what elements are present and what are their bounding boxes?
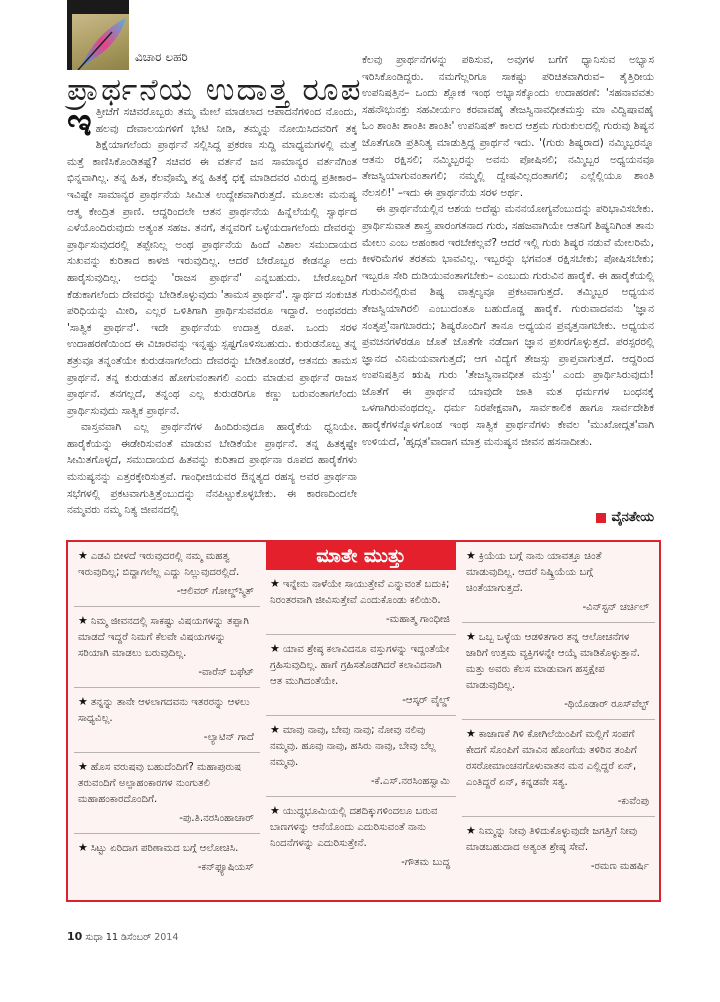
star-icon: ★ bbox=[78, 614, 88, 627]
star-icon: ★ bbox=[78, 549, 88, 562]
magazine-date: ಸುಧಾ 11 ಡಿಸೆಂಬರ್ bbox=[85, 932, 152, 943]
quote-author: -ಮಹಾತ್ಮ ಗಾಂಧೀಜಿ bbox=[385, 614, 450, 625]
quote-author: -ಕುವೆಂಪು bbox=[617, 796, 649, 807]
section-label: ವಿಚಾರ ಲಹರಿ bbox=[135, 50, 188, 64]
star-icon: ★ bbox=[466, 630, 476, 643]
author-name: ವೈನತೇಯ bbox=[611, 510, 654, 525]
quote-item: ★ ಯುದ್ಧಭೂಮಿಯಲ್ಲಿ ದಶದಿಕ್ಕುಗಳಿಂದಲೂ ಬರುವ ಬಾಣಗಳನ್ನು ಆನೆಯೊಂದು ಎದುರಿಸುವಂತೆ ನಾನು ನಿಂದನೆಗಳನ್ನು ಎದುರಿಸುತ್ತೇನೆ. -ಗೌತಮ ಬುದ್ಧ bbox=[266, 797, 456, 877]
quote-item: ★ ಯಾವ ಶ್ರೇಷ್ಠ ಕಲಾವಿದನೂ ವಸ್ತುಗಳನ್ನು ಇದ್ದಂತೆಯೇ ಗ್ರಹಿಸುವುದಿಲ್ಲ. ಹಾಗೆ ಗ್ರಹಿಸತೊಡಗಿದರೆ ಕಲಾವಿದನಾಗಿ ಆತ ಮುಗಿದಂತೆಯೇ. -ಆಸ್ಕರ್ ವೈಲ್ಡ್ bbox=[266, 635, 456, 716]
quotes-column-3 bbox=[462, 542, 655, 881]
article-paragraph: ಕೆಲವು ಪ್ರಾರ್ಥನೆಗಳನ್ನು ಪಠಿಸುವ, ಅವುಗಳ ಬಗೆಗೆ ಧ್ಯಾನಿಸುವ ಅಭ್ಯಾಸ ಇರಿಸಿಕೊಂಡಿದ್ದರು. ನಮಗೆಲ್ಲರಿಗೂ ಸಾಕಷ್ಟು ಪರಿಚಿತವಾಗಿರುವ– ತೈತ್ತಿರೀಯ ಉಪನಿಷತ್ತಿನ– ಒಂದು ಶ್ಲೋಕ ಇಂಥ ಅಭ್ಯಾಸಕ್ಕೊಂದು ಉದಾಹರಣೆ: 'ಸಹನಾವವತು ಸಹನೌಭುನಕ್ತು ಸಹವೀರ್ಯಂ ಕರವಾವಹೈ ತೇಜಸ್ವಿನಾವಧೀತಮಸ್ತು ಮಾ ವಿದ್ವಿಷಾವಹೈ ಓಂ ಶಾಂತಿಃ ಶಾಂತಿಃ ಶಾಂತಿಃ' ಉಪನಿಷತ್ ಕಾಲದ ಆಶ್ರಮ ಗುರುಕುಲದಲ್ಲಿ ಗುರುವು ಶಿಷ್ಯನ ಜೊತೆಗೂಡಿ ಪ್ರತಿನಿತ್ಯ ಮಾಡುತ್ತಿದ್ದ ಪ್ರಾರ್ಥನೆ ಇದು. '(ಗುರು ಶಿಷ್ಯರಾದ) ನಮ್ಮಿಬ್ಬರನ್ನೂ ಆತನು ರಕ್ಷಿಸಲಿ; ನಮ್ಮಿಬ್ಬರನ್ನು ಅವನು ಪೋಷಿಸಲಿ; ನಮ್ಮಿಬ್ಬರ ಅಧ್ಯಯನವೂ ತೇಜಸ್ವಿಯಾಗುವಂತಾಗಲಿ; ನಮ್ಮಲ್ಲಿ ದ್ವೇಷವಿಲ್ಲದಂತಾಗಲಿ; ಎಲ್ಲೆಲ್ಲಿಯೂ ಶಾಂತಿ ನೆಲಸಲಿ!' –ಇದು ಈ ಪ್ರಾರ್ಥನೆಯ ಸರಳ ಅರ್ಥ. bbox=[362, 54, 654, 199]
quote-author: -ಪು.ತಿ.ನರಸಿಂಹಾಚಾರ್ bbox=[179, 813, 254, 824]
quote-item: ★ ಹೊಸ ವರುಷವು ಬಹುದೆಂದಿಗೆ? ಮಹಾಪುರುಷ ತರುವಂದಿಗೆ ಅಲ್ಪಾಹಂಕಾರಗಳ ನುಂಗುತಲಿ ಮಹಾಹಂಕಾರದೊಂದಿಗೆ. -ಪು.ತಿ.ನರಸಿಂಹಾಚಾರ್ bbox=[74, 753, 260, 834]
quote-item: ★ ಕಾಜಾಣಕೆ ಗಿಳಿ ಕೋಗಿಲೆಯಿಂಪಿಗೆ ಮಲ್ಲಿಗೆ ಸಂಪಗೆ ಕೇದಗೆ ಸೊಂಪಿಗೆ ಮಾವಿನ ಹೊಂಗೆಯ ತಳಿರಿನ ತಂಪಿಗೆ ರಸರೋಮಾಂಚನಗೊಳುವಾತನ ಮನ ಎಲ್ಲಿದ್ದರೆ ಏನ್, ಎಂತಿದ್ದರೆ ಏನ್, ಕನ್ನಡವೇ ಸತ್ಯ. -ಕುವೆಂಪು bbox=[462, 720, 655, 817]
quote-author: -ವಾರೆನ್ ಬಫೆಟ್ bbox=[198, 667, 254, 678]
year: 2014 bbox=[154, 932, 179, 943]
quotes-box bbox=[66, 540, 661, 902]
star-icon: ★ bbox=[78, 841, 88, 854]
star-icon: ★ bbox=[78, 695, 88, 708]
quote-author: -ಕನ್‌ಫ್ಯೂಷಿಯಸ್ bbox=[197, 862, 254, 873]
quote-author: -ರಮಣ ಮಹರ್ಷಿ bbox=[590, 861, 649, 872]
red-square-icon bbox=[596, 513, 606, 523]
quote-author: -ಥಿಯೊಡಾರ್ ರೂಸ್‌ವೆಲ್ಟ್ bbox=[564, 699, 649, 710]
star-icon: ★ bbox=[270, 577, 280, 590]
article-column-left bbox=[67, 100, 357, 519]
quote-item: ★ ತನ್ನನ್ನು ತಾನೇ ಆಳಲಾಗದವನು ಇತರರನ್ನು ಆಳಲು ಸಾಧ್ಯವಿಲ್ಲ. -ಲ್ಯಾಟಿನ್ ಗಾದೆ bbox=[74, 688, 260, 753]
article-paragraph: ಈ ಪ್ರಾರ್ಥನೆಯಲ್ಲಿನ ಆಶಯ ಅದೆಷ್ಟು ಮನನಯೋಗ್ಯವೆಂಬುದನ್ನು ಪರಿಭಾವಿಸಬೇಕು. ಪ್ರಾರ್ಥಿಸುವಾತ ಶಾಸ್ತ್ರ ಪಾರಂಗತನಾದ ಗುರು, ಸಹಜವಾಗಿಯೇ ಆತನಿಗೆ ಶಿಷ್ಯನಿಗಿಂತ ತಾನು ಮೇಲು ಎಂಬ ಅಹಂಕಾರ ಇರಬೇಕಲ್ಲವೆ? ಆದರೆ ಇಲ್ಲಿ ಗುರು ಶಿಷ್ಯರ ನಡುವೆ ಮೇಲರಿಮೆ, ಕೀಳರಿಮೆಗಳ ತರತಮ ಭಾವವಿಲ್ಲ. ಇಬ್ಬರನ್ನು ಭಗವಂತ ರಕ್ಷಿಸಬೇಕು; ಪೋಷಿಸಬೇಕು; ಇಬ್ಬರೂ ಸೇರಿ ದುಡಿಯುವಂತಾಗಬೇಕು– ಎಂಬುದು ಗುರುವಿನ ಹಾರೈಕೆ. ಈ ಹಾರೈಕೆಯಲ್ಲಿ ಗುರುವಿನಲ್ಲಿರುವ ಶಿಷ್ಯ ವಾತ್ಸಲ್ಯವೂ ಪ್ರಕಟವಾಗುತ್ತದೆ. ತಮ್ಮಿಬ್ಬರ ಅಧ್ಯಯನ ತೇಜಸ್ವಿಯಾಗಿರಲಿ ಎಂಬುದಂತೂ ಬಹುದೊಡ್ಡ ಹಾರೈಕೆ. ಗುರುವಾದವನು 'ಜ್ಞಾನ ಸಂತೃಪ್ತ'ನಾಗಬಾರದು; ಶಿಷ್ಯರೊಂದಿಗೆ ತಾನೂ ಅಧ್ಯಯನ ಪ್ರವೃತ್ತನಾಗಬೇಕು. ಅಧ್ಯಯನ ಪ್ರವಚನಗಳೆರಡೂ ಜೊತೆ ಜೊತೆಗೇ ನಡೆದಾಗ ಜ್ಞಾನ ಪ್ರಖರಗೊಳ್ಳುತ್ತದೆ. ಪರಸ್ಪರರಲ್ಲಿ ಜ್ಞಾನದ ವಿನಿಮಯವಾಗುತ್ತದೆ; ಆಗ ವಿದ್ಯೆಗೆ ತೇಜಸ್ಸು ಪ್ರಾಪ್ತವಾಗುತ್ತದೆ. ಆದ್ದರಿಂದ ಉಪನಿಷತ್ತಿನ ಋಷಿ ಗುರು 'ತೇಜಸ್ವಿನಾವಧೀತ ಮಸ್ತು' ಎಂದು ಪ್ರಾರ್ಥಿಸಿರುವುದು! ಜೊತೆಗೆ ಈ ಪ್ರಾರ್ಥನೆ ಯಾವುದೇ ಜಾತಿ ಮತ ಧರ್ಮಗಳ ಬಂಧನಕ್ಕೆ ಒಳಗಾಗಿರುವಂಥದಲ್ಲ. ಧರ್ಮ ನಿರಪೇಕ್ಷವಾಗಿ, ಸಾರ್ವಕಾಲಿಕ ಹಾಗೂ ಸಾರ್ವದೇಶಿಕ ಹಾರೈಕೆಗಳನ್ನೊಳಗೊಂಡ ಇಂಥ ಸಾತ್ವಿಕ ಪ್ರಾರ್ಥನೆಗಳು ಕೇವಲ 'ಮುಖೋದ್ಗತ'ವಾಗಿ ಉಳಿಯದೆ, 'ಹೃದ್ಗತ'ವಾದಾಗ ಮಾತ್ರ ಮನುಷ್ಯನ ಜೀವನ ಹಸನಾದೀತು. bbox=[362, 203, 654, 448]
quote-item: ★ ಎಡವಿ ಬೀಳದೆ ಇರುವುದರಲ್ಲಿ ನಮ್ಮ ಮಹತ್ವ ಇರುವುದಿಲ್ಲ; ಬಿದ್ದಾಗಲೆಲ್ಲ ಎದ್ದು ನಿಲ್ಲುವುದರಲ್ಲಿದೆ. -ಆಲಿವರ್ ಗೋಲ್ಡ್‌ಸ್ಮಿತ್ bbox=[74, 542, 260, 607]
page-number: 10 bbox=[67, 930, 83, 943]
article-column-right bbox=[362, 52, 654, 450]
quote-item: ★ ಒಬ್ಬ ಒಳ್ಳೆಯ ಆಡಳಿತಗಾರ ತನ್ನ ಆಲೋಚನೆಗಳ ಜಾರಿಗೆ ಉತ್ತಮ ವ್ಯಕ್ತಿಗಳನ್ನೇ ಆಯ್ಕೆ ಮಾಡಿಕೊಳ್ಳುತ್ತಾನೆ. ಮತ್ತು ಅವರು ಕೆಲಸ ಮಾಡುವಾಗ ಹಸ್ತಕ್ಷೇಪ ಮಾಡುವುದಿಲ್ಲ. -ಥಿಯೊಡಾರ್ ರೂಸ್‌ವೆಲ್ಟ್ bbox=[462, 623, 655, 720]
quote-item: ★ ಕ್ರಿಯೆಯ ಬಗ್ಗೆ ನಾನು ಯಾವತ್ತೂ ಚಿಂತೆ ಮಾಡುವುದಿಲ್ಲ. ಆದರೆ ನಿಷ್ಕ್ರಿಯೆಯ ಬಗ್ಗೆ ಚಿಂತೆಯಾಗುತ್ತದೆ. -ವಿನ್‌ಸ್ಟನ್ ಚರ್ಚಿಲ್ bbox=[462, 542, 655, 623]
article-paragraph: ಇತ್ತೀಚೆಗೆ ಸಚಿವರೊಬ್ಬರು ತಮ್ಮ ಮೇಲೆ ಮಾಡಲಾದ ಆಪಾದನೆಗಳಿಂದ ನೊಂದು, ಹಲವು ದೇವಾಲಯಗಳಿಗೆ ಭೇಟಿ ನೀಡಿ, ತಮ್ಮನ್ನು ನೋಯಿಸಿದವರಿಗೆ ತಕ್ಕ ಶಿಕ್ಷೆಯಾಗಲೆಂದು ಪ್ರಾರ್ಥನೆ ಸಲ್ಲಿಸಿದ್ದ ಪ್ರಕರಣ ಸುದ್ದಿ ಮಾಧ್ಯಮಗಳಲ್ಲಿ ಮತ್ತೆ ಮತ್ತೆ ಕಾಣಿಸಿಕೊಂಡಿತಷ್ಟೆ? ಸಚಿವರ ಈ ವರ್ತನೆ ಜನ ಸಾಮಾನ್ಯರ ವರ್ತನೆಗಿಂತ ಭಿನ್ನವಾಗಿಲ್ಲ. ತನ್ನ ಹಿತ, ಕೆಲವೊಮ್ಮೆ ತನ್ನ ಹಿತಕ್ಕೆ ಧಕ್ಕೆ ಮಾಡಿದವರ ವಿರುದ್ಧ ಪ್ರತೀಕಾರ– ಇವಿಷ್ಟೇ ಸಾಮಾನ್ಯರ ಪ್ರಾರ್ಥನೆಯ ಸೀಮಿತ ಉದ್ದೇಶವಾಗಿರುತ್ತದೆ. ಮೂಲತಃ ಮನುಷ್ಯ ಆತ್ಮ ಕೇಂದ್ರಿತ ಪ್ರಾಣಿ. ಆದ್ದರಿಂದಲೇ ಆತನ ಪ್ರಾರ್ಥನೆಯ ಹಿನ್ನೆಲೆಯಲ್ಲಿ ಸ್ವಾರ್ಥದ ಎಳೆಯೊಂದಿರುವುದು ಅತ್ಯಂತ ಸಹಜ. ತನಗೆ, ತನ್ನವರಿಗೆ ಒಳ್ಳೆಯದಾಗಲೆಂದು ದೇವರನ್ನು ಪ್ರಾರ್ಥಿಸುವುದರಲ್ಲಿ ತಪ್ಪೇನಿಲ್ಲ ಅಂಥ ಪ್ರಾರ್ಥನೆಯ ಹಿಂದೆ ವಿಶಾಲ ಸಮುದಾಯದ ಸುಖವನ್ನು ಕುರಿತಾದ ಕಾಳಜಿ ಇರುವುದಿಲ್ಲ. ಆದರೆ ಬೇರೊಬ್ಬರ ಕೇಡನ್ನೂ ಅದು ಹಾರೈಸುವುದಿಲ್ಲ. ಅದನ್ನು 'ರಾಜಸ ಪ್ರಾರ್ಥನೆ' ಎನ್ನಬಹುದು. ಬೇರೊಬ್ಬರಿಗೆ ಕೆಡುಕಾಗಲೆಂದು ದೇವರನ್ನು ಬೇಡಿಕೊಳ್ಳುವುದು 'ತಾಮಸ ಪ್ರಾರ್ಥನೆ'. ಸ್ವಾರ್ಥದ ಸಂಕುಚಿತ ಪರಿಧಿಯನ್ನು ಮೀರಿ, ಎಲ್ಲರ ಒಳಿತಿಗಾಗಿ ಪ್ರಾರ್ಥಿಸುವವರೂ ಇದ್ದಾರೆ. ಅಂಥವರದು 'ಸಾತ್ವಿಕ ಪ್ರಾರ್ಥನೆ'. ಇದೇ ಪ್ರಾರ್ಥನೆಯ ಉದಾತ್ತ ರೂಪ. ಒಂದು ಸರಳ ಉದಾಹರಣೆಯಿಂದ ಈ ವಿಚಾರವನ್ನು ಇನ್ನಷ್ಟು ಸ್ಪಷ್ಟಗೊಳಿಸಬಹುದು. ಕುರುಡನೊಬ್ಬ ತನ್ನ ಶತ್ರುವೂ ತನ್ನಂತೆಯೇ ಕುರುಡನಾಗಲೆಂದು ದೇವರನ್ನು ಬೇಡಿಕೊಂಡರೆ, ಆತನದು ತಾಮಸ ಪ್ರಾರ್ಥನೆ. ತನ್ನ ಕುರುಡುತನ ಹೋಗುವಂತಾಗಲಿ ಎಂದು ಮಾಡುವ ಪ್ರಾರ್ಥನೆ ರಾಜಸ ಪ್ರಾರ್ಥನೆ. ತನಗಲ್ಲದೆ, ತನ್ನಂಥ ಎಲ್ಲ ಕುರುಡರಿಗೂ ಕಣ್ಣು ಬರುವಂತಾಗಲೆಂದು ಪ್ರಾರ್ಥಿಸುವುದು ಸಾತ್ವಿಕ ಪ್ರಾರ್ಥನೆ. bbox=[67, 100, 357, 417]
quote-author: -ಕೆ.ಎಸ್.ನರಸಿಂಹಸ್ವಾಮಿ bbox=[371, 776, 450, 787]
star-icon: ★ bbox=[466, 727, 476, 740]
star-icon: ★ bbox=[466, 824, 476, 837]
quote-item: ★ ನಿಮ್ಮನ್ನು ನೀವು ತಿಳಿದುಕೊಳ್ಳುವುದೇ ಜಗತ್ತಿಗೆ ನೀವು ಮಾಡಬಹುದಾದ ಅತ್ಯಂತ ಶ್ರೇಷ್ಠ ಸೇವೆ. -ರಮಣ ಮಹರ್ಷಿ bbox=[462, 817, 655, 881]
quote-author: -ವಿನ್‌ಸ್ಟನ್ ಚರ್ಚಿಲ್ bbox=[582, 602, 649, 613]
quote-item: ★ ಇನ್ನೇನು ನಾಳೆಯೇ ಸಾಯುತ್ತೇವೆ ಎನ್ನುವಂತೆ ಬದುಕಿ; ನಿರಂತರವಾಗಿ ಜೀವಿಸುತ್ತೇವೆ ಎಂದುಕೊಂಡು ಕಲಿಯಿರಿ. -ಮಹಾತ್ಮ ಗಾಂಧೀಜಿ bbox=[266, 570, 456, 635]
author-byline bbox=[596, 510, 654, 525]
quote-item: ★ ನಿಮ್ಮ ಜೀವನದಲ್ಲಿ ಸಾಕಷ್ಟು ವಿಷಯಗಳನ್ನು ತಪ್ಪಾಗಿ ಮಾಡದೆ ಇದ್ದರೆ ನಿಮಗೆ ಕೆಲವೇ ವಿಷಯಗಳನ್ನು ಸರಿಯಾಗಿ ಮಾಡಲು ಬರುವುದಿಲ್ಲ. -ವಾರೆನ್ ಬಫೆಟ್ bbox=[74, 607, 260, 688]
feather-pen-icon bbox=[72, 14, 129, 70]
drop-cap: ಇ bbox=[67, 100, 92, 144]
section-logo bbox=[67, 0, 129, 70]
quote-author: -ಗೌತಮ ಬುದ್ಧ bbox=[401, 857, 450, 868]
page-footer bbox=[67, 930, 178, 943]
star-icon: ★ bbox=[466, 549, 476, 562]
quote-author: -ಆಲಿವರ್ ಗೋಲ್ಡ್‌ಸ್ಮಿತ್ bbox=[176, 586, 254, 597]
quote-author: -ಲ್ಯಾಟಿನ್ ಗಾದೆ bbox=[203, 732, 254, 743]
quotes-box-title: ಮಾತೇ ಮುತ್ತು bbox=[266, 542, 456, 570]
quotes-column-1 bbox=[74, 542, 260, 882]
quote-author: -ಆಸ್ಕರ್ ವೈಲ್ಡ್ bbox=[402, 695, 450, 706]
star-icon: ★ bbox=[78, 760, 88, 773]
article-headline: ಪ್ರಾರ್ಥನೆಯ ಉದಾತ್ತ ರೂಪ bbox=[67, 72, 363, 108]
quote-item: ★ ಸಿಟ್ಟು ಏರಿದಾಗ ಪರಿಣಾಮದ ಬಗ್ಗೆ ಆಲೋಚಿಸಿ. -ಕನ್‌ಫ್ಯೂಷಿಯಸ್ bbox=[74, 834, 260, 882]
article-paragraph: ವಾಸ್ತವವಾಗಿ ಎಲ್ಲ ಪ್ರಾರ್ಥನೆಗಳ ಹಿಂದಿರುವುದೂ ಹಾರೈಕೆಯ ಧ್ವನಿಯೇ. ಹಾರೈಕೆಯನ್ನು ಈಡೇರಿಸುವಂತೆ ಮಾಡುವ ಬೇಡಿಕೆಯೇ ಪ್ರಾರ್ಥನೆ. ತನ್ನ ಹಿತಕ್ಕಷ್ಟೇ ಸೀಮಿತಗೊಳ್ಳದೆ, ಸಮುದಾಯದ ಹಿತವನ್ನು ಕುರಿತಾದ ಪ್ರಾರ್ಥನಾ ರೂಪದ ಹಾರೈಕೆಗಳು ಮನುಷ್ಯನನ್ನು ಎತ್ತರಕ್ಕೇರಿಸುತ್ತವೆ. ಗಾಂಧೀಜಿಯವರ ಔನ್ನತ್ಯದ ರಹಸ್ಯ ಅವರ ಪ್ರಾರ್ಥನಾ ಸಭೆಗಳಲ್ಲಿ ಪ್ರಕಟವಾಗುತ್ತಿತ್ತೆಂಬುದನ್ನು ನೆನಪಿಟ್ಟುಕೊಳ್ಳಬೇಕು. ಈ ಕಾರಣದಿಂದಲೇ ನಮ್ಮವರು ನಮ್ಮ ನಿತ್ಯ ಜೀವನದಲ್ಲಿ bbox=[67, 421, 357, 517]
star-icon: ★ bbox=[270, 804, 280, 817]
quote-item: ★ ಮಾವು ನಾವು, ಬೇವು ನಾವು; ನೋವು ನಲಿವು ನಮ್ಮವು. ಹೂವು ನಾವು, ಹಸಿರು ನಾವು, ಬೇವು ಬೆಲ್ಲ ನಮ್ಮವು. -ಕೆ.ಎಸ್.ನರಸಿಂಹಸ್ವಾಮಿ bbox=[266, 716, 456, 797]
star-icon: ★ bbox=[270, 723, 280, 736]
quotes-column-2 bbox=[266, 542, 456, 877]
star-icon: ★ bbox=[270, 642, 280, 655]
